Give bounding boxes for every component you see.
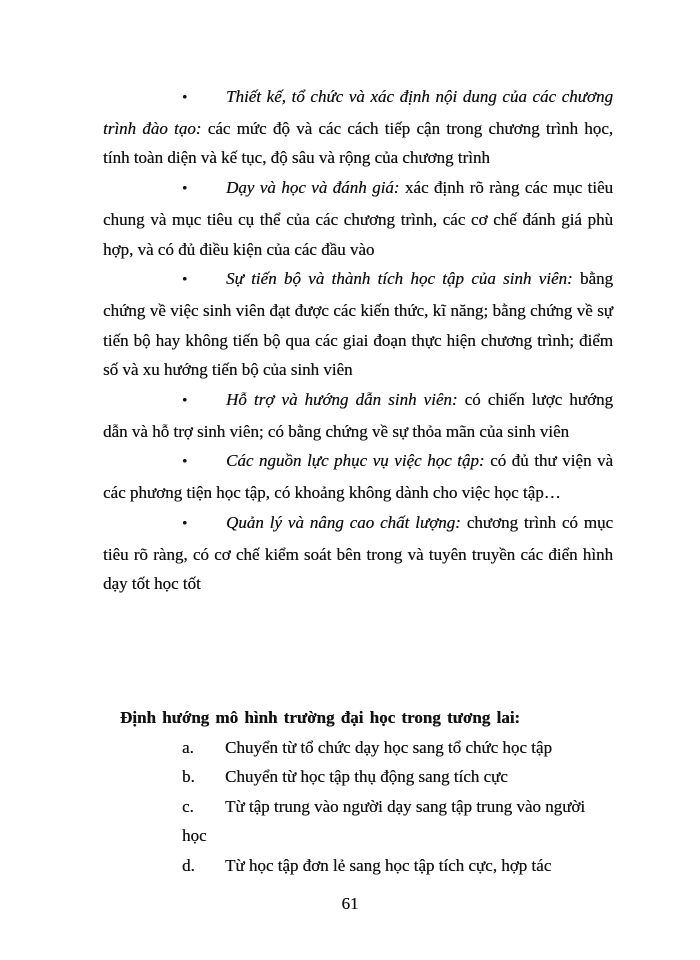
list-item — [103, 762, 613, 791]
future-model-section — [103, 703, 613, 880]
bullet-lead: Hỗ trợ và hướng dẫn sinh viên: — [226, 390, 458, 410]
bullet-lead: Thiết kế, tổ chức và xác định nội dung của các chương trình đào tạo: — [103, 87, 613, 138]
bullet-lead: Các nguồn lực phục vụ việc học tập: — [226, 451, 485, 471]
bullet-icon: • — [182, 515, 188, 532]
bullet-lead: Dạy và học và đánh giá: — [226, 178, 400, 198]
bullet-item — [103, 82, 613, 173]
bullet-icon: • — [182, 181, 188, 198]
bullet-body: các mức độ và các cách tiếp cận trong chương trình học, tính toàn diện và kế tục, độ sâu và rộng của chương trình — [103, 118, 613, 168]
list-item-text: Từ học tập đơn lẻ sang học tập tích cực, hợp tác — [225, 855, 552, 875]
list-item-text: Từ tập trung vào người dạy sang tập trung vào người học — [182, 796, 586, 846]
page-number: 61 — [341, 894, 359, 913]
bullet-icon: • — [182, 454, 188, 471]
bullet-item — [103, 173, 613, 264]
list-item — [103, 733, 613, 762]
bullet-body: có chiến lược hướng dẫn và hỗ trợ sinh viên; có bằng chứng về sự thỏa mãn của sinh viên — [103, 390, 613, 441]
list-item — [103, 792, 613, 851]
bullet-body: có đủ thư viện và các phương tiện học tập, có khoảng không dành cho việc học tập… — [103, 451, 614, 503]
list-item — [103, 851, 613, 880]
list-item-text: Chuyển từ học tập thụ động sang tích cực — [225, 767, 508, 787]
section-heading: Định hướng mô hình trường đại học trong tương lai: — [120, 708, 521, 727]
list-item-label: c. — [182, 796, 194, 816]
bullet-body: chương trình có mục tiêu rõ ràng, có cơ chế kiểm soát bên trong và tuyên truyền các điển hình dạy tốt học tốt — [103, 512, 614, 594]
list-item-label: b. — [182, 767, 195, 787]
bullet-item — [103, 385, 613, 446]
list-item-text: Chuyển từ tổ chức dạy học sang tổ chức học tập — [225, 738, 552, 757]
future-model-list — [103, 733, 613, 880]
bullet-lead: Sự tiến bộ và thành tích học tập của sinh viên: — [226, 269, 573, 289]
bullet-body: xác định rõ ràng các mục tiêu chung và mục tiêu cụ thể của các chương trình, các cơ chế đánh giá phù hợp, và có đủ điều kiện của các đầu vào — [103, 178, 614, 259]
bullet-item — [103, 508, 613, 599]
quality-criteria-bullet-list — [103, 82, 613, 599]
list-item-label: d. — [182, 855, 195, 875]
bullet-icon: • — [182, 393, 188, 410]
bullet-item — [103, 264, 613, 385]
bullet-lead: Quản lý và nâng cao chất lượng: — [226, 512, 461, 532]
bullet-body: bằng chứng về việc sinh viên đạt được các kiến thức, kĩ năng; bằng chứng về sự tiến bộ hay không tiến bộ qua các giai đoạn thực hiện chương trình; điểm số và xu hướng tiến bộ của sinh viên — [103, 269, 614, 380]
bullet-icon: • — [182, 272, 188, 289]
bullet-icon: • — [182, 90, 188, 106]
list-item-label: a. — [182, 738, 194, 757]
bullet-item — [103, 446, 613, 507]
